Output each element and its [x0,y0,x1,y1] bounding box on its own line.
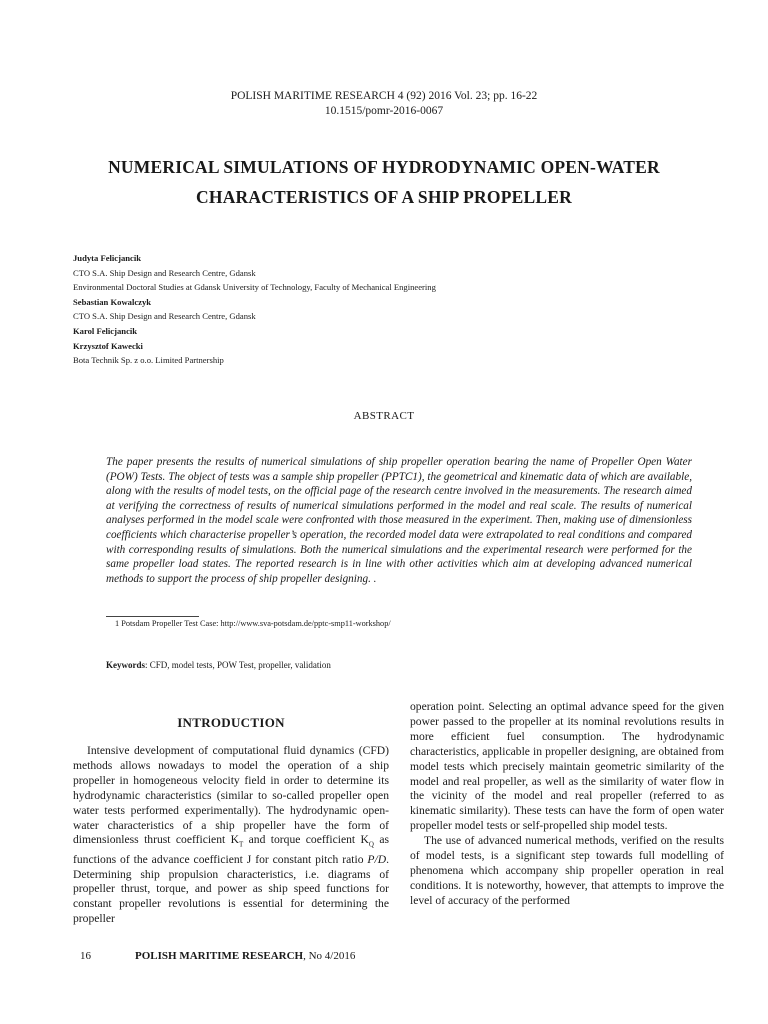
intro-paragraph: The use of advanced numerical methods, verified on the results of model tests, is a significant step towards full modelling of phenomena which accompany ship propeller operation in real conditions. It is noteworthy, however, that attempts to improve the level of accuracy of the performed [410,834,724,907]
doi: 10.1515/pomr-2016-0067 [324,105,444,117]
keywords-text: : CFD, model tests, POW Test, propeller, validation [145,660,331,670]
title-line-1: NUMERICAL SIMULATIONS OF HYDRODYNAMIC OPEN-WATER [108,157,660,177]
left-column [73,744,389,927]
keywords-label: Keywords [106,660,145,670]
author-affiliation: CTO S.A. Ship Design and Research Centre, Gdansk [73,311,256,322]
author-affiliation: CTO S.A. Ship Design and Research Centre, Gdansk [73,267,256,278]
author-name: Krzysztof Kawecki [73,340,143,351]
footnote: 1 Potsdam Propeller Test Case: http://www.sva-potsdam.de/pptc-smp11-workshop/ [115,619,391,628]
intro-paragraph: Intensive development of computational fluid dynamics (CFD) methods allows nowadays to model the operation of a ship propeller in homogeneous velocity field in order to determine its hydrodynamic characteristics (similar to so-called propeller open water tests performed experimentally). The hydrodynamic open-water characteristics of a ship propeller have the form of dimensionless thrust coefficient $K_T$ and torque coefficient $K_Q$ as functions of the advance coefficient J for constant pitch ratio P/D. Determining ship propulsion characteristics, i.e. diagrams of propeller thrust, torque, and power as ship speed functions for constant propeller revolutions is essential for determining the propeller [73,744,389,926]
right-column [410,700,724,909]
abstract-heading: ABSTRACT [353,410,415,422]
journal-citation: POLISH MARITIME RESEARCH 4 (92) 2016 Vol. 23; pp. 16-22 [230,90,538,102]
kt-subscript: T [238,840,244,849]
author-list [73,251,713,368]
author-name: Karol Felicjancik [73,325,138,336]
author-name: Sebastian Kowalczyk [73,296,152,307]
page-footer [80,950,355,962]
footer-journal-name: POLISH MARITIME RESEARCH [135,950,304,962]
kq-subscript: Q [368,840,374,849]
abstract-body: The paper presents the results of numerical simulations of ship propeller operation bearing the name of Propeller Open Water (POW) Tests. The object of tests was a sample ship propeller (PPTC1), the geometrical and kinematic data of which are available, along with the results of model tests, on the official page of the research centre involved in the measurements. The research aimed at verifying the correctness of results of numerical simulations performed in the model and real scale. The results of numerical analyses performed in the model scale were confronted with those measured in the experiment. Then, making use of dimensionless coefficients which characterise propeller’s operation, the recorded model data were extrapolated to real conditions and compared with corresponding results of simulations. Both the numerical simulations and the experimental research were performed for the same propeller load states. The reported research is in line with other activities which aim at developing advanced numerical methods to support the process of ship propeller designing. . [106,456,692,585]
footnote-divider [106,616,199,617]
page-number: 16 [80,950,91,962]
paper-title [0,152,768,212]
author-affiliation: Bota Technik Sp. z o.o. Limited Partnership [73,355,224,366]
intro-paragraph: operation point. Selecting an optimal advance speed for the given power passed to the propeller at its nominal revolutions results in more efficient fuel consumption. The hydrodynamic characteristics, applicable in propeller designing, are obtained from model tests which precisely maintain geometric similarity of the model and real propeller, as well as the similarity of water flow in the vicinity of the model and real propeller (referred to as kinematic similarity). These tests can have the form of open water propeller model tests or self-propelled ship model tests. [410,700,724,833]
footer-issue: , No 4/2016 [303,950,356,962]
title-line-2: CHARACTERISTICS OF A SHIP PROPELLER [196,187,572,207]
introduction-heading: INTRODUCTION [177,715,285,730]
keywords [106,659,331,671]
author-name: Judyta Felicjancik [73,253,142,263]
author-affiliation: Environmental Doctoral Studies at Gdansk University of Technology, Faculty of Mechanical Engineering [73,282,436,293]
pitch-ratio: P/D [367,852,387,866]
journal-header [0,89,768,119]
